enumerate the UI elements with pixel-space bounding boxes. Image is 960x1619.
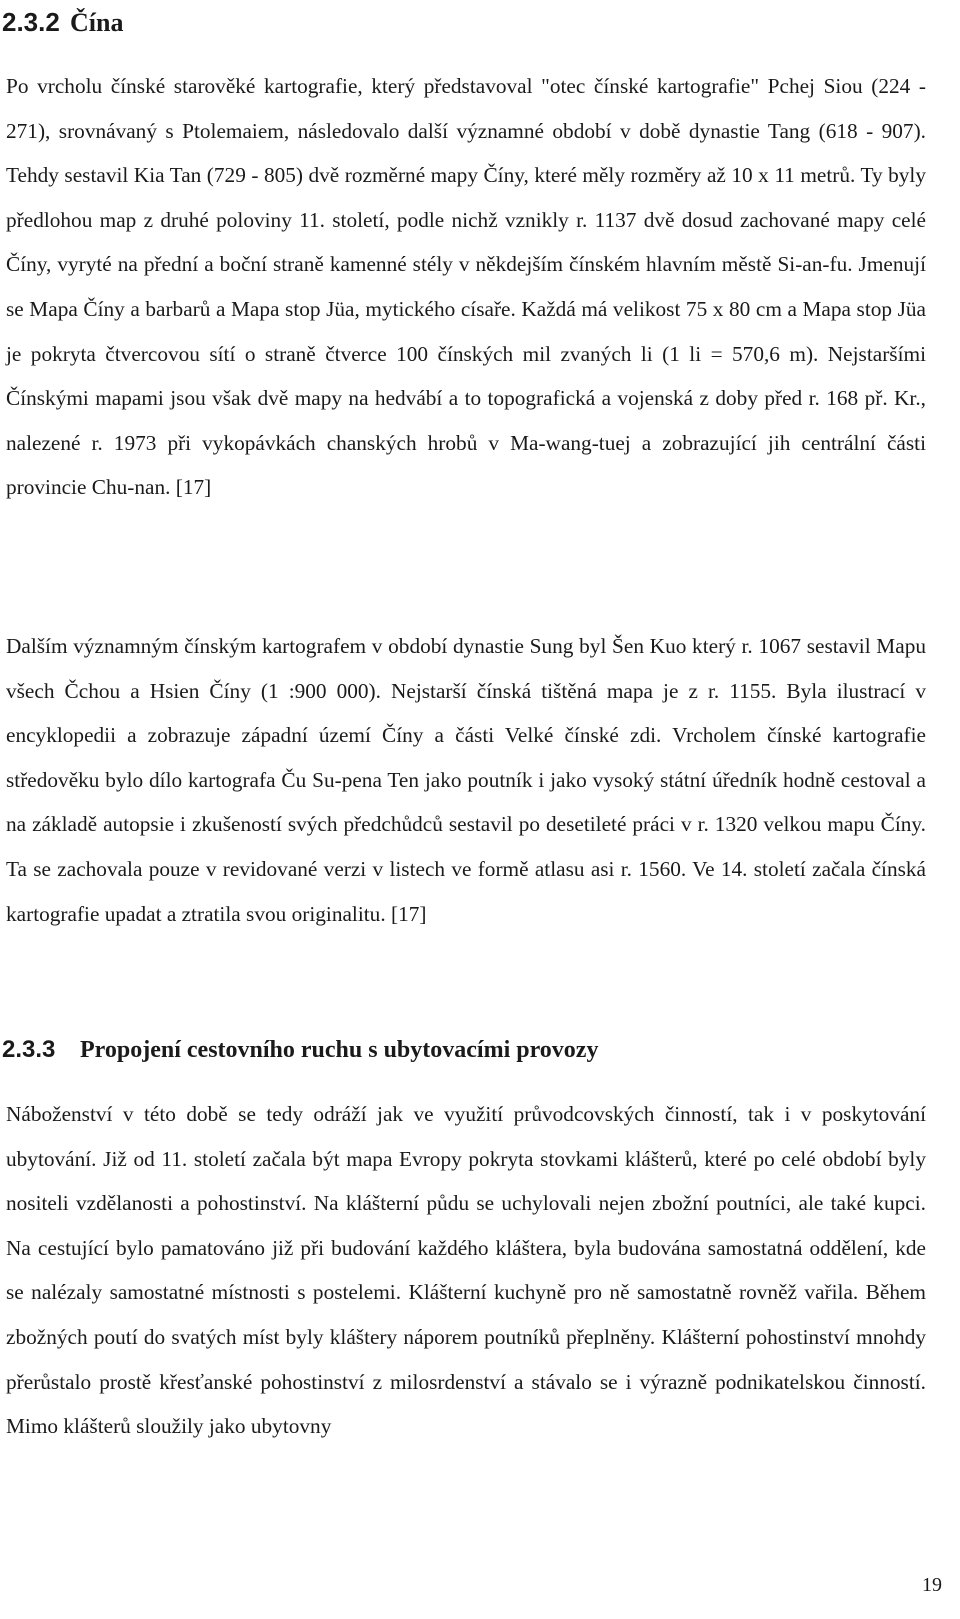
page-number: 19 — [922, 1574, 942, 1596]
section-title: Propojení cestovního ruchu s ubytovacími provozy — [80, 1037, 599, 1063]
paragraph: Po vrcholu čínské starověké kartografie, který představoval "otec čínské kartografie" Pchej Siou (224 - 271), srovnávaný s Ptolemaiem, následovalo další významné období v době dynastie Tang (618 - 907). Tehdy sestavil Kia Tan (729 - 805) dvě rozměrné mapy Číny, které měly rozměry až 10 x 11 metrů. Ty byly předlohou map z druhé poloviny 11. století, podle nichž vznikly r. 1137 dvě dosud zachované mapy celé Číny, vyryté na přední a boční straně kamenné stély v někdejším čínském hlavním městě Si-an-fu. Jmenují se Mapa Číny a barbarů a Mapa stop Jüa, mytického císaře. Každá má velikost 75 x 80 cm a Mapa stop Jüa je pokryta čtvercovou sítí o straně čtverce 100 čínských mil zvaných li (1 li = 570,6 m). Nejstaršími Čínskými mapami jsou však dvě mapy na hedvábí a to topografická a vojenská z doby před r. 168 př. Kr., nalezené r. 1973 při vykopávkách chanských hrobů v Ma-wang-tuej a zobrazující jih centrální části provincie Chu-nan. [17] — [6, 74, 926, 500]
section-number: 2.3.2 — [2, 7, 60, 37]
section-number: 2.3.3 — [2, 1036, 56, 1063]
paragraph: Dalším významným čínským kartografem v období dynastie Sung byl Šen Kuo který r. 1067 sestavil Mapu všech Čchou a Hsien Číny (1 :900 000). Nejstarší čínská tištěná mapa je z r. 1155. Byla ilustrací v encyklopedii a zobrazuje západní území Číny a části Velké čínské zdi. Vrcholem čínské kartografie středověku bylo dílo kartografa Ču Su-pena Ten jako poutník i jako vysoký státní úředník hodně cestoval a na základě autopsie i zkušeností svých předchůdců sestavil po desetileté práci v r. 1320 velkou mapu Číny. Ta se zachovala pouze v revidované verzi v listech ve formě atlasu asi r. 1560. Ve 14. století začala čínská kartografie upadat a ztratila svou originalitu. [17] — [6, 634, 926, 926]
section-heading-china — [2, 2, 123, 43]
paragraph: Náboženství v této době se tedy odráží jak ve využití průvodcovských činností, tak i v poskytování ubytování. Již od 11. století začala být mapa Evropy pokryta stovkami klášterů, které po celé období byly nositeli vzdělanosti a pohostinství. Na klášterní půdu se uchylovali nejen zbožní poutníci, ale také kupci. Na cestující bylo pamatováno již při budování každého kláštera, byla budována samostatná oddělení, kde se nalézaly samostatné místnosti s postelemi. Klášterní kuchyně pro ně samostatně rovněž vařila. Během zbožných poutí do svatých míst byly kláštery náporem poutníků přeplněny. Klášterní pohostinství mnohdy přerůstalo prostě křesťanské pohostinství z milosrdenství a stávalo se i výrazně podnikatelskou činností. Mimo klášterů sloužily jako ubytovny — [6, 1102, 926, 1439]
section-title: Čína — [70, 8, 124, 37]
document-page — [2, 0, 954, 1619]
section-heading-hospitality — [2, 1030, 598, 1070]
